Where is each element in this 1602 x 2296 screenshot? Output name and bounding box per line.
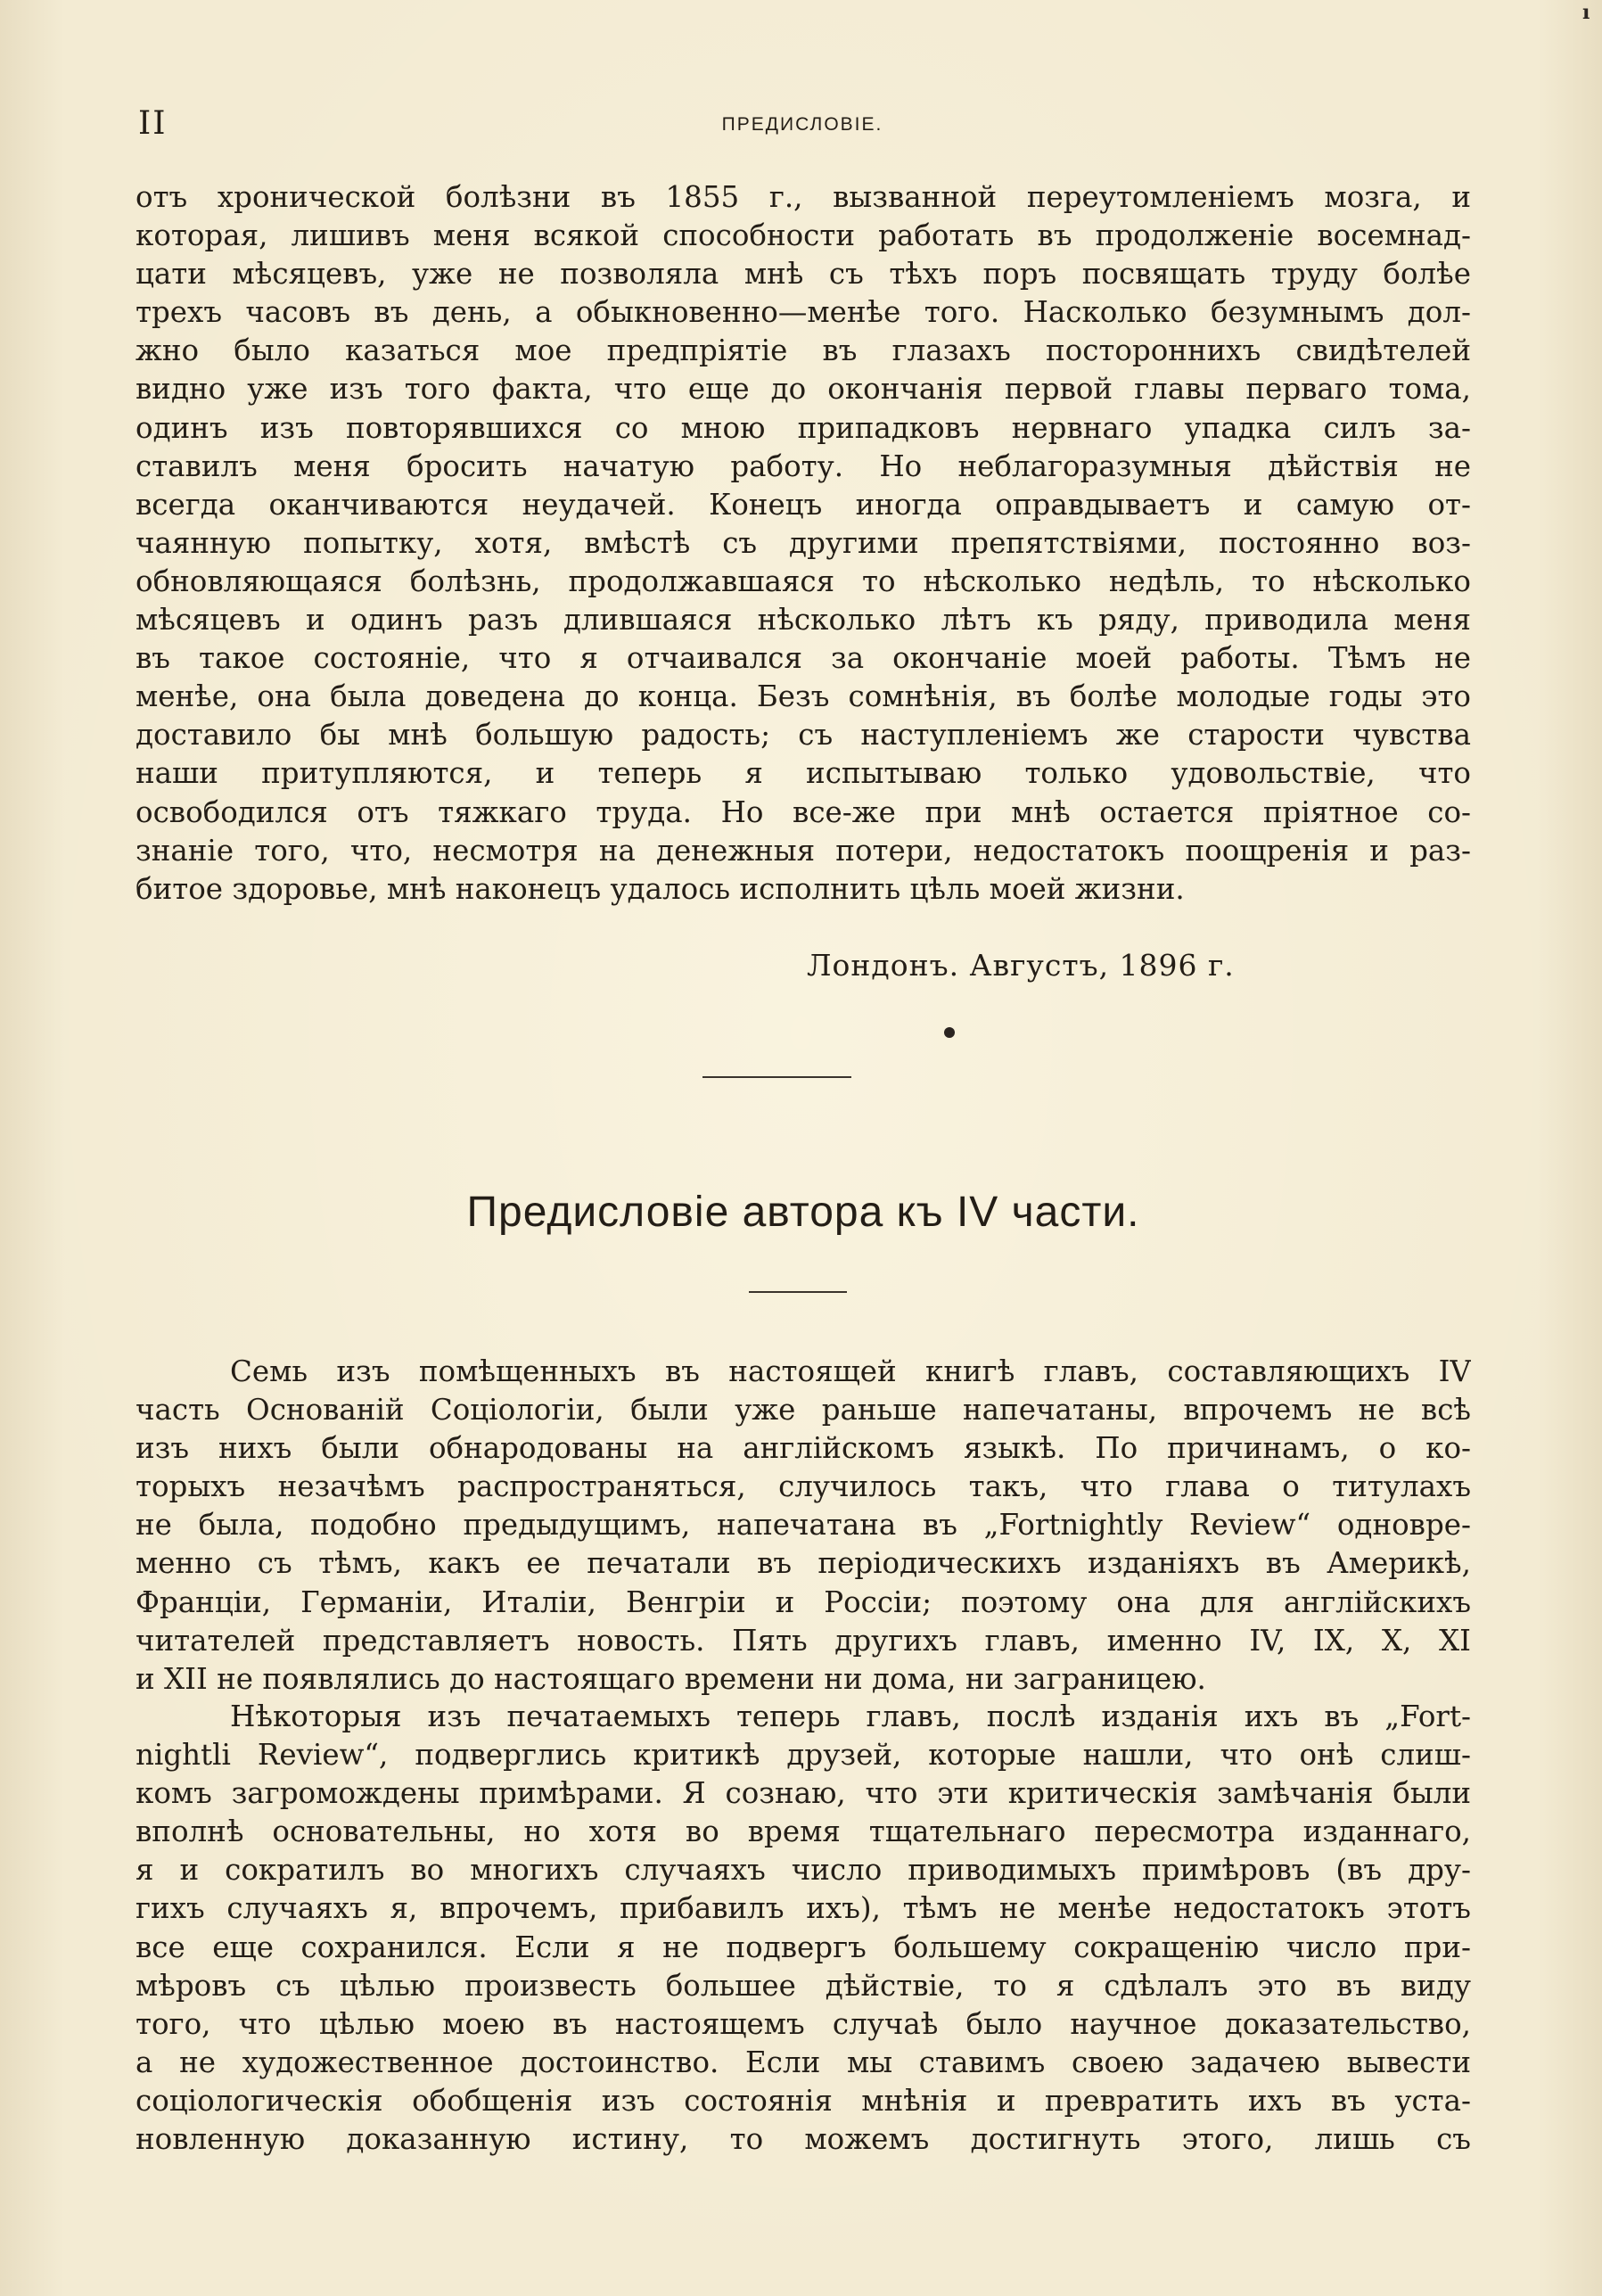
text-line: жно было казаться мое предпріятіе въ глазахъ постороннихъ свидѣтелей [136, 333, 1471, 368]
paragraph-critique-examples [136, 1698, 1471, 2159]
text-line: мѣсяцевъ и одинъ разъ длившаяся нѣсколько лѣтъ къ ряду, приводила меня [136, 603, 1471, 638]
text-line: читателей представляетъ новость. Пять другихъ главъ, именно IV, IX, X, XI [136, 1623, 1471, 1658]
text-line: трехъ часовъ въ день, а обыкновенно—менѣе того. Насколько безумнымъ дол- [136, 295, 1471, 330]
text-line: наши притупляются, и теперь я испытываю только удовольствіе, что [136, 756, 1471, 791]
running-head-title: ПРЕДИСЛОВІЕ. [721, 114, 883, 135]
title-underline-rule [749, 1291, 847, 1293]
text-line: видно уже изъ того факта, что еще до окончанія первой главы перваго тома, [136, 372, 1471, 407]
text-line: Семь изъ помѣщенныхъ въ настоящей книгѣ главъ, составляющихъ IV [230, 1354, 1471, 1388]
text-line: вполнѣ основательны, но хотя во время тщательнаго пересмотра изданнаго, [136, 1815, 1471, 1849]
text-line: доставило бы мнѣ большую радость; съ наступленіемъ же старости чувства [136, 718, 1471, 753]
text-line: я и сократилъ во многихъ случаяхъ число приводимыхъ примѣровъ (въ дру- [136, 1853, 1471, 1888]
text-line: одинъ изъ повторявшихся со мною припадковъ нервнаго упадка силъ за- [136, 410, 1471, 445]
text-line: битое здоровье, мнѣ наконецъ удалось исполнить цѣль моей жизни. [136, 871, 1185, 906]
text-line: не была, подобно предыдущимъ, напечатана въ „Fortnightly Review“ одновре- [136, 1508, 1471, 1543]
section-divider-rule [702, 1076, 851, 1078]
text-line: мѣровъ съ цѣлью произвесть большее дѣйствіе, то я сдѣлалъ это въ виду [136, 1968, 1471, 2003]
text-line: а не художественное достоинство. Если мы ставимъ своею задачею вывести [136, 2045, 1471, 2079]
text-line: цати мѣсяцевъ, уже не позволяла мнѣ съ тѣхъ поръ посвящать труду болѣе [136, 257, 1471, 292]
text-line: Нѣкоторыя изъ печатаемыхъ теперь главъ, послѣ изданія ихъ въ „Fort- [230, 1699, 1471, 1733]
text-line: менно съ тѣмъ, какъ ее печатали въ періодическихъ изданіяхъ въ Америкѣ, [136, 1546, 1471, 1581]
text-line: всегда оканчиваются неудачей. Конецъ иногда оправдываетъ и самую от- [136, 487, 1471, 522]
text-line: комъ загромождены примѣрами. Я сознаю, что эти критическія замѣчанія были [136, 1776, 1471, 1811]
text-line: гихъ случаяхъ я, впрочемъ, прибавилъ ихъ), тѣмъ не менѣе недостатокъ этотъ [136, 1891, 1471, 1926]
paragraph-preface-part-four [136, 1353, 1471, 1699]
text-line: ставилъ меня бросить начатую работу. Но неблагоразумныя дѣйствія не [136, 449, 1471, 483]
text-line: въ такое состояніе, что я отчаивался за окончаніе моей работы. Тѣмъ не [136, 641, 1471, 676]
section-title: Предисловіе автора къ IV части. [466, 1189, 1140, 1236]
text-line: того, что цѣлью моею въ настоящемъ случаѣ было научное доказательство, [136, 2006, 1471, 2041]
text-line: торыхъ незачѣмъ распространяться, случилось такъ, что глава о титулахъ [136, 1469, 1471, 1504]
paragraph-continued-preface [136, 178, 1471, 909]
text-line: новленную доказанную истину, то можемъ достигнуть этого, лишь съ [136, 2122, 1471, 2157]
ornament-dot [944, 1027, 955, 1038]
text-line: все еще сохранился. Если я не подвергъ большему сокращенію число при- [136, 1930, 1471, 1964]
text-line: соціологическія обобщенія изъ состоянія мнѣнія и превратить ихъ въ уста- [136, 2083, 1471, 2118]
text-line: которая, лишивъ меня всякой способности работать въ продолженіе восемнад- [136, 218, 1471, 253]
text-line: изъ нихъ были обнародованы на англійскомъ языкѣ. По причинамъ, о ко- [136, 1431, 1471, 1466]
text-line: чаянную попытку, хотя, вмѣстѣ съ другими препятствіями, постоянно воз- [136, 525, 1471, 560]
running-head [138, 105, 1466, 141]
text-line: отъ хронической болѣзни въ 1855 г., вызванной переутомленіемъ мозга, и [136, 180, 1471, 214]
text-line: обновляющаяся болѣзнь, продолжавшаяся то нѣсколько недѣль, то нѣсколько [136, 564, 1471, 598]
text-line: и XII не появлялись до настоящаго времени ни дома, ни заграницею. [136, 1661, 1206, 1696]
text-line: менѣе, она была доведена до конца. Безъ сомнѣнія, въ болѣе молодые годы это [136, 679, 1471, 714]
text-line: Франціи, Германіи, Италіи, Венгріи и Россіи; поэтому она для англійскихъ [136, 1584, 1471, 1619]
page-edge-mark: ı [1582, 1, 1590, 24]
text-line: освободился отъ тяжкаго труда. Но все-же при мнѣ остается пріятное со- [136, 794, 1471, 829]
text-line: nightli Review“, подверглись критикѣ друзей, которые нашли, что онѣ слиш- [136, 1738, 1471, 1773]
text-line: часть Основаній Соціологіи, были уже раньше напечатаны, впрочемъ не всѣ [136, 1393, 1471, 1428]
place-date-signature: Лондонъ. Августъ, 1896 г. [807, 948, 1235, 983]
page-number: II [138, 105, 168, 142]
text-line: знаніе того, что, несмотря на денежныя потери, недостатокъ поощренія и раз- [136, 833, 1471, 868]
